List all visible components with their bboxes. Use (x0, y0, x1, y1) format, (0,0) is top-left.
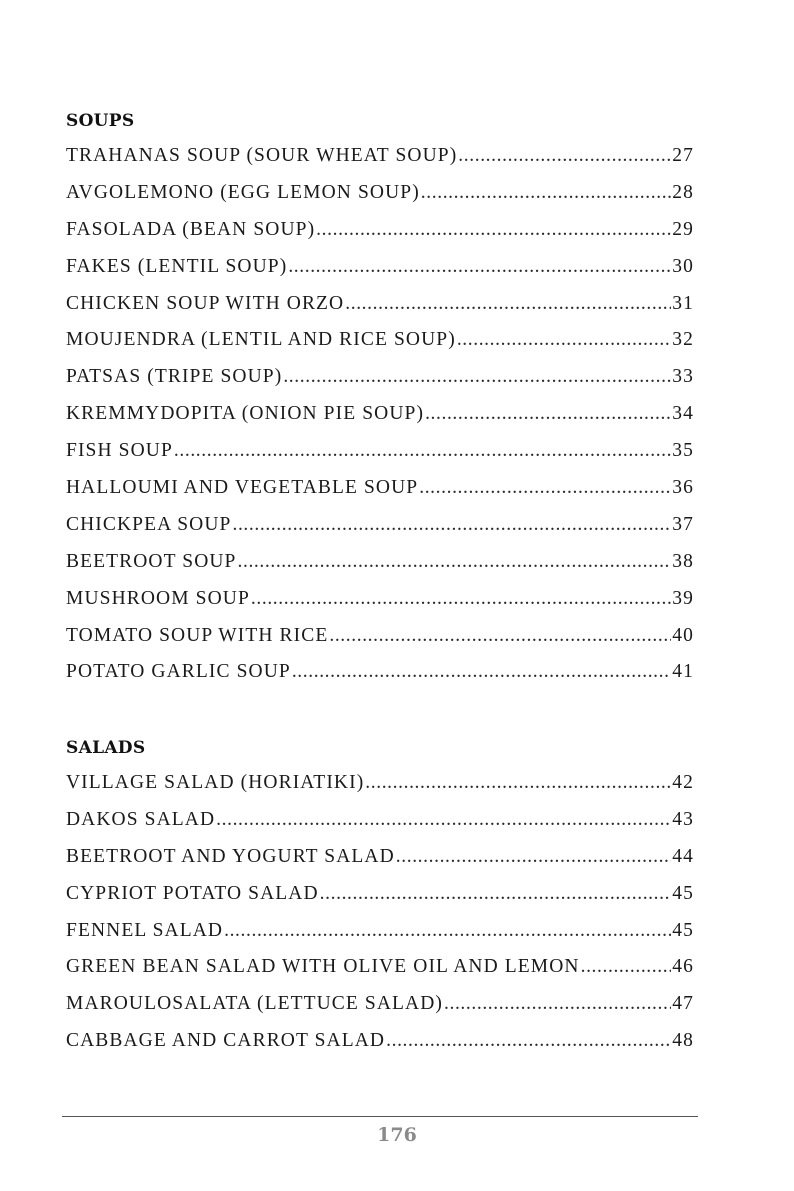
entry-page-number: 46 (672, 956, 694, 978)
toc-entry (66, 138, 694, 175)
entry-title: POTATO GARLIC SOUP (66, 661, 291, 683)
dot-leader (581, 949, 672, 986)
page-number: 176 (377, 1124, 417, 1146)
toc-entry (66, 1023, 694, 1060)
entry-title: CHICKPEA SOUP (66, 513, 232, 535)
toc-entry (66, 175, 694, 212)
entry-page-number: 34 (672, 403, 694, 425)
toc-entry (66, 986, 694, 1023)
dot-leader (396, 839, 672, 876)
entry-title: DAKOS SALAD (66, 808, 216, 830)
entry-page-number: 29 (672, 218, 694, 240)
entry-page-number: 27 (672, 145, 694, 166)
dot-leader (238, 544, 672, 581)
entry-page-number: 45 (672, 882, 694, 904)
entry-title: CHICKEN SOUP WITH ORZO (66, 292, 345, 314)
toc-entry (66, 765, 694, 802)
entry-title: MOUJENDRA (LENTIL AND RICE SOUP) (66, 329, 456, 351)
dot-leader (419, 470, 671, 507)
entry-title: FAKES (LENTIL SOUP) (66, 255, 288, 277)
entry-page-number: 47 (672, 993, 694, 1015)
toc-entry (66, 286, 694, 323)
dot-leader (457, 322, 671, 359)
dot-leader (345, 286, 671, 323)
toc-entry (66, 322, 694, 359)
entry-title: MAROULOSALATA (LETTUCE SALAD) (66, 993, 443, 1015)
entry-page-number: 36 (672, 477, 694, 499)
dot-leader (458, 138, 671, 175)
toc-entry (66, 396, 694, 433)
dot-leader (251, 581, 671, 618)
entry-title: PATSAS (TRIPE SOUP) (66, 366, 283, 388)
entry-title: AVGOLEMONO (EGG LEMON SOUP) (66, 181, 420, 203)
toc-entry (66, 507, 694, 544)
dot-leader (292, 654, 671, 691)
dot-leader (232, 507, 671, 544)
entry-page-number: 28 (672, 181, 694, 203)
toc-entry (66, 913, 694, 950)
toc-entry (66, 949, 694, 986)
toc-entry (66, 433, 694, 470)
section-soups (66, 108, 694, 691)
entry-title: FENNEL SALAD (66, 919, 224, 941)
dot-leader (386, 1023, 671, 1060)
toc-entry (66, 249, 694, 286)
footer-divider (62, 1116, 698, 1117)
entry-page-number: 33 (672, 366, 694, 388)
entry-page-number: 31 (672, 292, 694, 314)
entry-title: MUSHROOM SOUP (66, 587, 250, 609)
toc-entry (66, 544, 694, 581)
entry-title: CYPRIOT POTATO SALAD (66, 882, 319, 904)
entry-title: CABBAGE AND CARROT SALAD (66, 1030, 386, 1052)
toc-entry (66, 470, 694, 507)
dot-leader (316, 212, 671, 249)
dot-leader (329, 618, 671, 655)
entry-page-number: 35 (672, 440, 694, 462)
entry-page-number: 37 (672, 513, 694, 535)
dot-leader (216, 802, 671, 839)
entry-title: BEETROOT AND YOGURT SALAD (66, 845, 395, 867)
entry-title: BEETROOT SOUP (66, 550, 237, 572)
dot-leader (365, 765, 671, 802)
dot-leader (174, 433, 671, 470)
entry-title: KREMMYDOPITA (ONION PIE SOUP) (66, 403, 425, 425)
entry-page-number: 39 (672, 587, 694, 609)
entry-list (66, 138, 694, 691)
toc-entry (66, 839, 694, 876)
entry-page-number: 42 (672, 772, 694, 793)
entry-title: GREEN BEAN SALAD WITH OLIVE OIL AND LEMON (66, 956, 580, 978)
toc-entry (66, 802, 694, 839)
dot-leader (283, 359, 671, 396)
section-heading: SOUPS (66, 111, 135, 131)
entry-title: TOMATO SOUP WITH RICE (66, 624, 329, 646)
entry-page-number: 40 (672, 624, 694, 646)
entry-page-number: 45 (672, 919, 694, 941)
entry-title: FISH SOUP (66, 440, 173, 462)
entry-page-number: 32 (672, 329, 694, 351)
toc-entry (66, 581, 694, 618)
dot-leader (224, 913, 671, 950)
entry-page-number: 48 (672, 1030, 694, 1052)
section-heading: SALADS (66, 738, 146, 758)
dot-leader (421, 175, 672, 212)
toc-entry (66, 212, 694, 249)
toc-entry (66, 618, 694, 655)
dot-leader (288, 249, 671, 286)
dot-leader (425, 396, 671, 433)
entry-page-number: 41 (672, 661, 694, 683)
section-salads (66, 735, 694, 1060)
dot-leader (320, 876, 672, 913)
toc-entry (66, 876, 694, 913)
entry-title: VILLAGE SALAD (HORIATIKI) (66, 772, 365, 793)
entry-title: FASOLADA (BEAN SOUP) (66, 218, 316, 240)
entry-title: HALLOUMI AND VEGETABLE SOUP (66, 477, 419, 499)
entry-page-number: 43 (672, 808, 694, 830)
entry-page-number: 44 (672, 845, 694, 867)
toc-entry (66, 654, 694, 691)
entry-title: TRAHANAS SOUP (SOUR WHEAT SOUP) (66, 145, 458, 166)
dot-leader (444, 986, 671, 1023)
entry-page-number: 30 (672, 255, 694, 277)
entry-list (66, 765, 694, 1060)
toc-entry (66, 359, 694, 396)
entry-page-number: 38 (672, 550, 694, 572)
